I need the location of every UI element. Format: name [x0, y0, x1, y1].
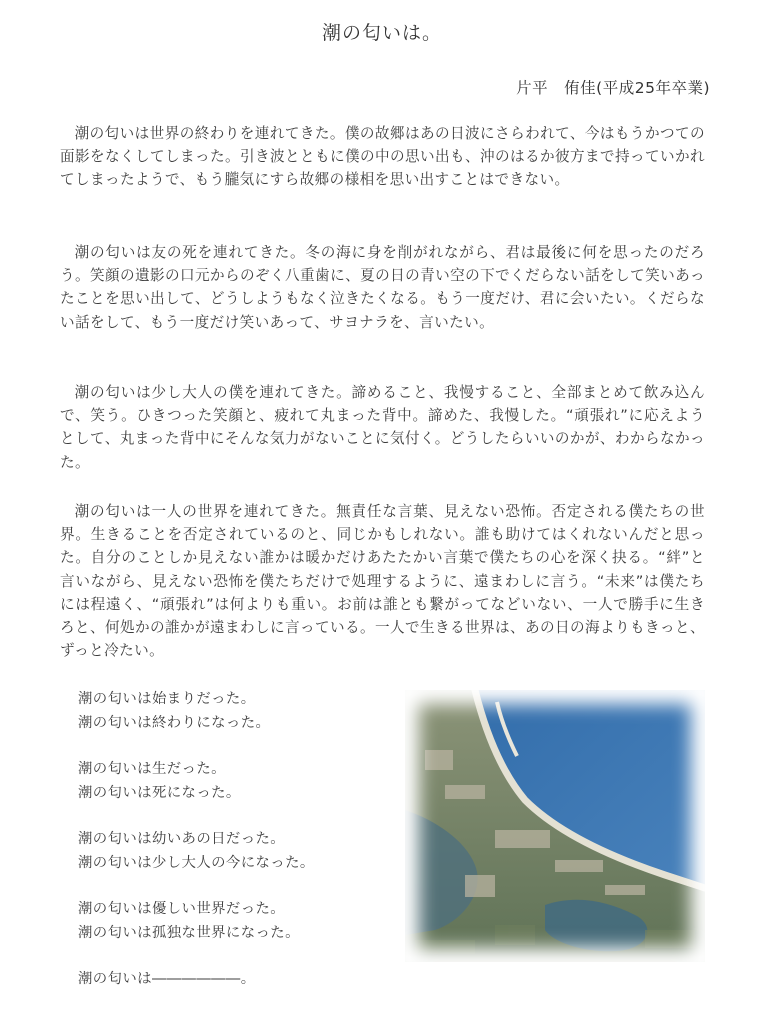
poem-line: 潮の匂いは優しい世界だった。 [78, 901, 286, 917]
author-line: 片平 侑佳(平成25年卒業) [516, 79, 710, 97]
poem-line: 潮の匂いは幼いあの日だった。 [78, 831, 286, 847]
paragraph-3: 潮の匂いは少し大人の僕を連れてきた。諦めること、我慢すること、全部まとめて飲み込んで、笑う。ひきつった笑顔と、疲れて丸まった背中。諦めた、我慢した。“頑張れ”に応えようとして、丸まった背中にそんな気力がないことに気付く。どうしたらいいのかが、わからなかった。 [60, 384, 705, 471]
poem-line: 潮の匂いは始まりだった。 [78, 691, 256, 707]
paragraph-4: 潮の匂いは一人の世界を連れてきた。無責任な言葉、見えない恐怖。否定される僕たちの世界。生きることを否定されているのと、同じかもしれない。誰も助けてはくれないんだと思った。自分のことしか見えない誰かは暖かだけあたたかい言葉で僕たちの心を深く抉る。“絆”と言いながら、見えない恐怖を僕たちだけで処理するように、遠まわしに言う。“未来”は僕たちには程遠く、“頑張れ”は何よりも重い。お前は誰とも繋がってなどいない、一人で勝手に生きろと、何処かの誰かが遠まわしに言っている。一人で生きる世界は、あの日の海よりもきっと、ずっと冷たい。 [60, 503, 705, 660]
poem-stanza-5 [78, 968, 398, 992]
poem-stanza-3 [78, 828, 398, 875]
paragraph-2: 潮の匂いは友の死を連れてきた。冬の海に身を削がれながら、君は最後に何を思ったのだろう。笑顔の遺影の口元からのぞく八重歯に、夏の日の青い空の下でくだらない話をして笑いあったことを思い出して、どうしようもなく泣きたくなる。もう一度だけ、君に会いたい。くだらない話をして、もう一度だけ笑いあって、サヨナラを、言いたい。 [60, 244, 705, 331]
paragraph-1: 潮の匂いは世界の終わりを連れてきた。僕の故郷はあの日波にさらわれて、今はもうかつての面影をなくしてしまった。引き波とともに僕の中の思い出も、沖のはるか彼方まで持っていかれてしまったようで、もう朧気にすら故郷の様相を思い出すことはできない。 [60, 125, 705, 189]
poem-line: 潮の匂いは死になった。 [78, 784, 241, 801]
poem-line: 潮の匂いは――――――。 [78, 971, 256, 987]
poem-stanza-4 [78, 898, 398, 945]
poem-line: 潮の匂いは生だった。 [78, 761, 226, 777]
aerial-coastline-photo [405, 690, 705, 962]
poem [78, 688, 398, 1015]
poem-line: 潮の匂いは終わりになった。 [78, 714, 271, 731]
poem-stanza-2 [78, 758, 398, 805]
poem-stanza-1 [78, 688, 398, 735]
page-title: 潮の匂いは。 [321, 22, 442, 44]
poem-line: 潮の匂いは少し大人の今になった。 [78, 854, 315, 871]
poem-line: 潮の匂いは孤独な世界になった。 [78, 924, 300, 941]
